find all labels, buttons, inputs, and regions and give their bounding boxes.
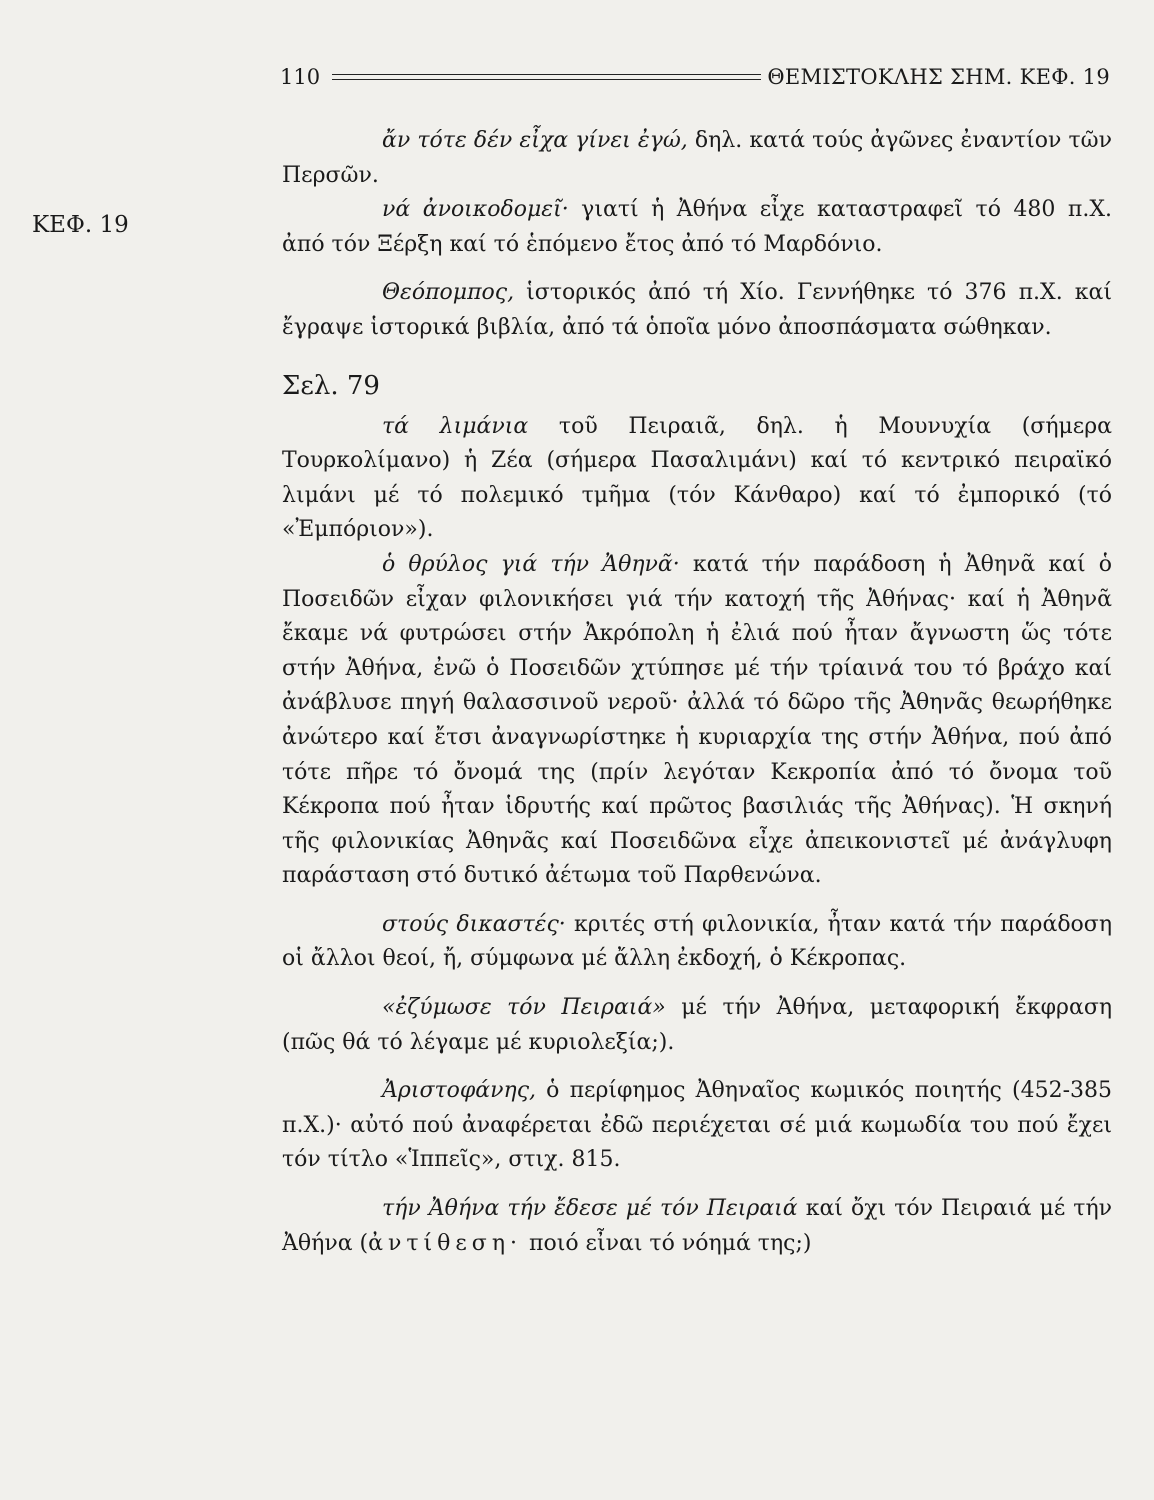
note-term: Ἀριστοφάνης,: [382, 1078, 537, 1104]
note-paragraph: [282, 124, 1112, 193]
note-text: τοῦ Πειραιᾶ, δηλ. ἡ Μουνυχία (σήμερα Τουρκολίμανο) ἡ Ζέα (σήμερα Πασαλιμάνι) καί τό κεντρικό πειραϊκό λιμάνι μέ τό πολεμικό τμῆμα (τόν Κάνθαρο) καί τό ἐμπορικό (τό «Ἐμπόριον»).: [282, 413, 1112, 543]
page-number: 110: [280, 65, 321, 89]
note-text: κατά τήν παράδοση ἡ Ἀθηνᾶ καί ὁ Ποσειδῶν εἶχαν φιλονικήσει γιά τήν κατοχή τῆς Ἀθήνας· καί ἡ Ἀθηνᾶ ἔκαμε νά φυτρώσει στήν Ἀκρόπολη ἡ ἐλιά πού ἦταν ἄγνωστη ὥς τότε στήν Ἀθήνα, ἐνῶ ὁ Ποσειδῶν χτύπησε μέ τήν τρίαινά του τό βράχο καί ἀνάβλυσε πηγή θαλασσινοῦ νεροῦ· ἀλλά τό δῶρο τῆς Ἀθηνᾶς θεωρήθηκε ἀνώτερο καί ἔτσι ἀναγνωρίστηκε ἡ κυριαρχία της στήν Ἀθήνα, πού ἀπό τότε πῆρε τό ὄνομά της (πρίν λεγόταν Κεκροπία ἀπό τό ὄνομα τοῦ Κέκροπα πού ἦταν ἱδρυτής καί πρῶτος βασιλιάς τῆς Ἀθήνας). Ἡ σκηνή τῆς φιλονικίας Ἀθηνᾶς καί Ποσειδῶνα εἶχε ἀπεικονιστεῖ μέ ἀνάγλυφη παράσταση στό δυτικό ἀέτωμα τοῦ Παρθενώνα.: [282, 551, 1112, 889]
note-term: ὁ θρύλος γιά τήν Ἀθηνᾶ·: [382, 551, 680, 577]
note-term: τήν Ἀθήνα τήν ἔδεσε μέ τόν Πειραιά: [382, 1196, 798, 1222]
note-term: τά λιμάνια: [382, 413, 529, 439]
note-term: «ἐζύμωσε τόν Πειραιά»: [382, 995, 666, 1021]
note-paragraph: [282, 276, 1112, 345]
running-title: ΘΕΜΙΣΤΟΚΛΗΣ ΣΗΜ. ΚΕΦ. 19: [767, 65, 1110, 89]
section-heading: Σελ. 79: [282, 370, 380, 401]
header-rule: [332, 74, 761, 80]
note-spaced-text: ἀντίθεση·: [368, 1230, 522, 1256]
page-header: [280, 62, 1110, 92]
note-term: ἄν τότε δέν εἶχα γίνει ἐγώ,: [382, 128, 688, 153]
note-term: Θεόπομπος,: [382, 280, 515, 306]
note-paragraph: [282, 410, 1112, 548]
note-text: δηλ. κατά τούς ἀγῶνες ἐναντίον τῶν Περσῶν.: [282, 128, 1112, 188]
note-paragraph: [282, 1074, 1112, 1178]
note-text: καί ὄχι τόν Πειραιά μέ τήν Ἀθήνα (: [282, 1196, 1113, 1256]
note-text: ἱστορικός ἀπό τή Χίο. Γεννήθηκε τό 376 π.Χ. καί ἔγραψε ἱστορικά βιβλία, ἀπό τά ὁποῖα μόνο ἀποσπάσματα σώθηκαν.: [282, 280, 1112, 340]
margin-chapter-label: ΚΕΦ. 19: [32, 212, 129, 238]
note-text: ὁ περίφημος Ἀθηναῖος κωμικός ποιητής (452-385 π.Χ.)· αὐτό πού ἀναφέρεται ἐδῶ περιέχεται σέ μιά κωμωδία του πού ἔχει τόν τίτλο «Ἱππεῖς», στιχ. 815.: [282, 1078, 1112, 1173]
note-paragraph: [282, 908, 1112, 977]
note-paragraph: [282, 1192, 1112, 1261]
note-text: ποιό εἶναι τό νόημά της;): [522, 1230, 812, 1256]
notes-body: [282, 124, 1112, 1261]
note-paragraph: [282, 193, 1112, 262]
note-term: νά ἀνοικοδομεῖ·: [382, 197, 569, 223]
note-paragraph: [282, 991, 1112, 1060]
note-term: στούς δικαστές·: [382, 911, 566, 937]
note-text: κριτές στή φιλονικία, ἦταν κατά τήν παράδοση οἱ ἄλλοι θεοί, ἤ, σύμφωνα μέ ἄλλη ἐκδοχή, ὁ Κέκροπας.: [282, 911, 1113, 972]
note-paragraph: [282, 548, 1112, 894]
note-text: μέ τήν Ἀθήνα, μεταφορική ἔκφραση (πῶς θά τό λέγαμε μέ κυριολεξία;).: [282, 995, 1113, 1055]
note-text: γιατί ἡ Ἀθήνα εἶχε καταστραφεῖ τό 480 π.Χ. ἀπό τόν Ξέρξη καί τό ἑπόμενο ἔτος ἀπό τό Μαρδόνιο.: [282, 197, 1112, 257]
